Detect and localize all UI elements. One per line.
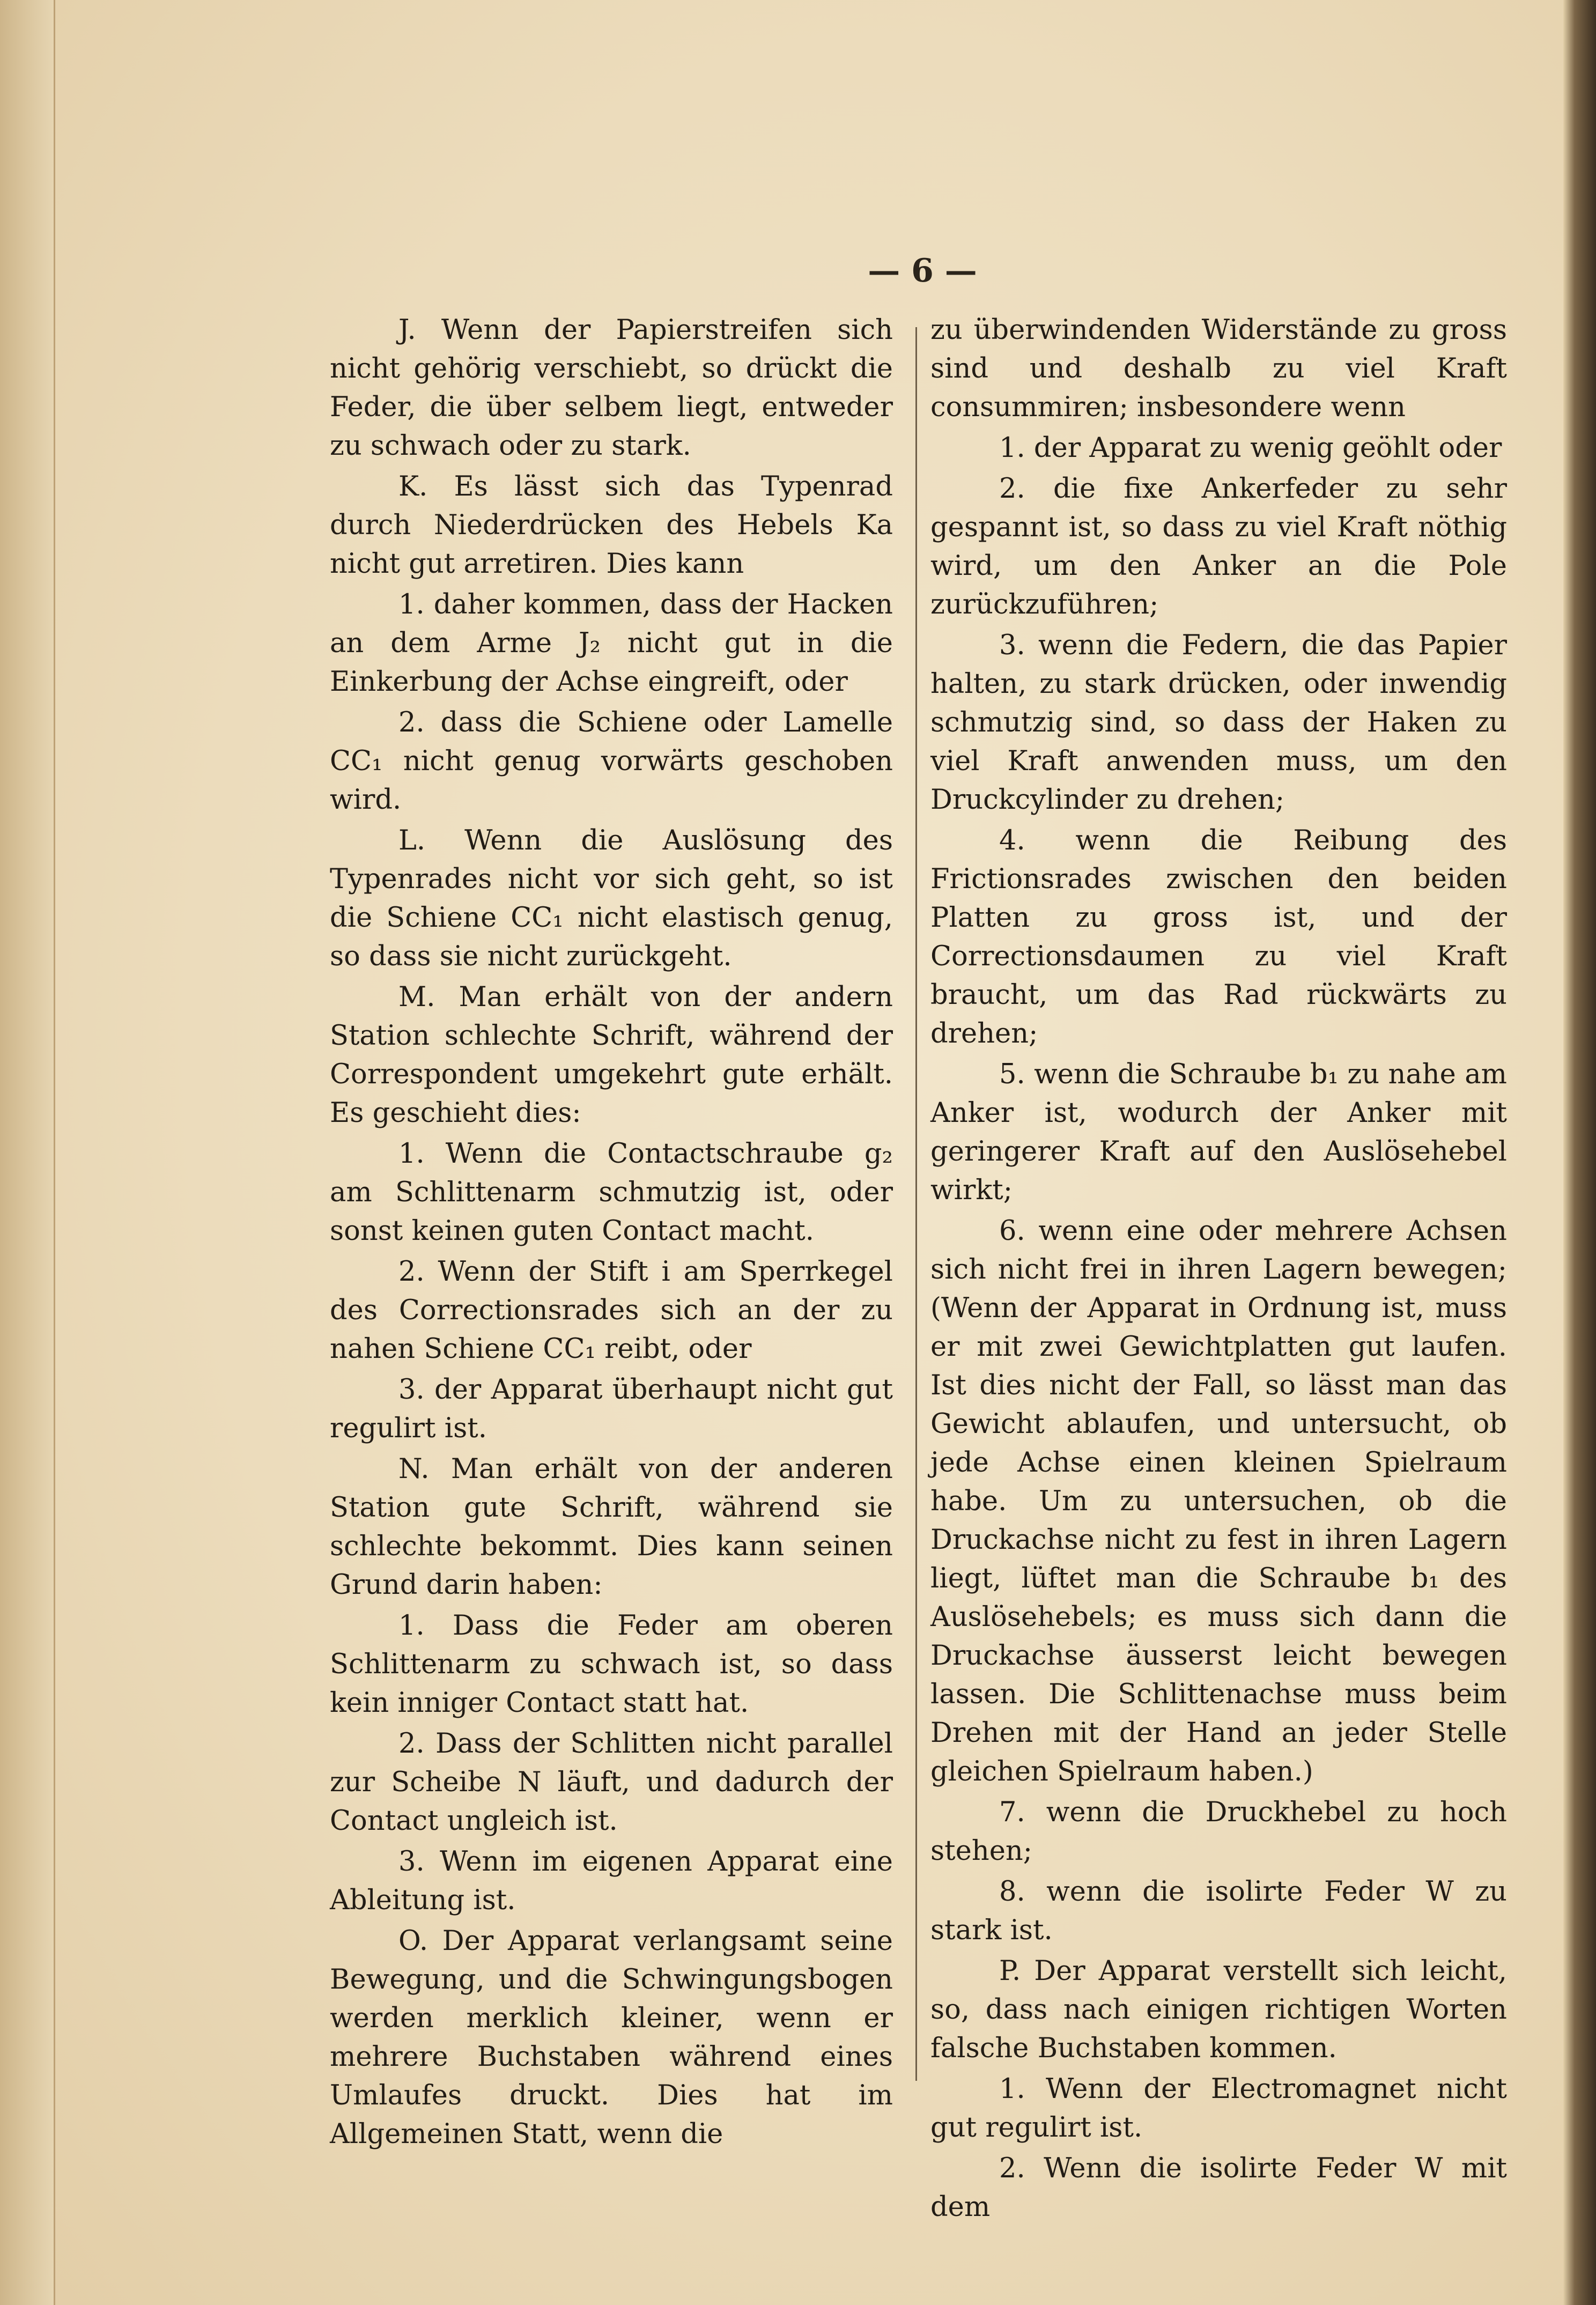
column-divider [915,327,917,2081]
paragraph: 5. wenn die Schraube b₁ zu nahe am Anker ist, wodurch der Anker mit geringerer Kraft auf den Auslösehebel wirkt; [930,1059,1507,1206]
paragraph: 7. wenn die Druckhebel zu hoch stehen; [930,1797,1507,1867]
paragraph: O. Der Apparat verlangsamt seine Bewegung, und die Schwingungsbogen werden merklich kleiner, wenn er mehrere Buchstaben während eines Umlaufes druckt. Dies hat im Allgemeinen Statt, wenn die [330,1925,893,2150]
page-edge-shadow [1563,0,1596,2305]
paragraph: K. Es lässt sich das Typenrad durch Niederdrücken des Hebels Ka nicht gut arretiren. Dies kann [330,471,893,580]
paragraph: J. Wenn der Papierstreifen sich nicht gehörig verschiebt, so drückt die Feder, die über selbem liegt, entweder zu schwach oder zu stark. [330,314,893,462]
paragraph: P. Der Apparat verstellt sich leicht, so, dass nach einigen richtigen Worten falsche Buchstaben kommen. [930,1955,1507,2064]
paragraph: 3. wenn die Federn, die das Papier halten, zu stark drücken, oder inwendig schmutzig sind, so dass der Haken zu viel Kraft anwenden muss, um den Druckcylinder zu drehen; [930,630,1507,816]
right-text-column [930,311,1507,2229]
left-text-column [330,311,893,2156]
paragraph: 2. die fixe Ankerfeder zu sehr gespannt ist, so dass zu viel Kraft nöthig wird, um den Anker an die Pole zurückzuführen; [930,473,1507,620]
paragraph: M. Man erhält von der andern Station schlechte Schrift, während der Correspondent umgekehrt gute erhält. Es geschieht dies: [330,981,893,1129]
paragraph: 3. der Apparat überhaupt nicht gut regulirt ist. [330,1374,893,1444]
paragraph: 2. dass die Schiene oder Lamelle CC₁ nicht genug vorwärts geschoben wird. [330,707,893,816]
paragraph: 2. Wenn der Stift i am Sperrkegel des Correctionsrades sich an der zu nahen Schiene CC₁ reibt, oder [330,1256,893,1365]
paragraph: 1. daher kommen, dass der Hacken an dem Arme J₂ nicht gut in die Einkerbung der Achse eingreift, oder [330,589,893,698]
paragraph: 1. Wenn die Contactschraube g₂ am Schlittenarm schmutzig ist, oder sonst keinen guten Contact macht. [330,1138,893,1247]
paragraph: 6. wenn eine oder mehrere Achsen sich nicht frei in ihren Lagern bewegen; (Wenn der Apparat in Ordnung ist, muss er mit zwei Gewichtplatten gut laufen. Ist dies nicht der Fall, so lässt man das Gewicht ablaufen, und untersucht, ob jede Achse einen kleinen Spielraum habe. Um zu untersuchen, ob die Druckachse nicht zu fest in ihren Lagern liegt, lüftet man die Schraube b₁ des Auslösehebels; es muss sich dann die Druckachse äusserst leicht bewegen lassen. Die Schlittenachse muss beim Drehen mit der Hand an jeder Stelle gleichen Spielraum haben.) [930,1215,1507,1787]
paragraph: N. Man erhält von der anderen Station gute Schrift, während sie schlechte bekommt. Dies kann seinen Grund darin haben: [330,1453,893,1601]
paragraph: 2. Wenn die isolirte Feder W mit dem [930,2153,1507,2223]
paragraph: 4. wenn die Reibung des Frictionsrades zwischen den beiden Platten zu gross ist, und der Correctionsdaumen zu viel Kraft braucht, um das Rad rückwärts zu drehen; [930,825,1507,1050]
paragraph: 8. wenn die isolirte Feder W zu stark ist. [930,1876,1507,1946]
paragraph: 1. der Apparat zu wenig geöhlt oder [999,432,1502,464]
paragraph: 1. Dass die Feder am oberen Schlittenarm zu schwach ist, so dass kein inniger Contact statt hat. [330,1610,893,1719]
paragraph: zu überwindenden Widerstände zu gross sind und deshalb zu viel Kraft consummiren; insbesondere wenn [930,314,1507,423]
paragraph: 3. Wenn im eigenen Apparat eine Ableitung ist. [330,1846,893,1916]
binding-fold [0,0,54,2305]
paragraph: L. Wenn die Auslösung des Typenrades nicht vor sich geht, so ist die Schiene CC₁ nicht elastisch genug, so dass sie nicht zurückgeht. [330,825,893,972]
binding-fold-line [54,0,55,2305]
page-number: — 6 — [868,252,977,290]
paragraph: 2. Dass der Schlitten nicht parallel zur Scheibe N läuft, und dadurch der Contact ungleich ist. [330,1728,893,1837]
paragraph: 1. Wenn der Electromagnet nicht gut regulirt ist. [930,2073,1507,2144]
